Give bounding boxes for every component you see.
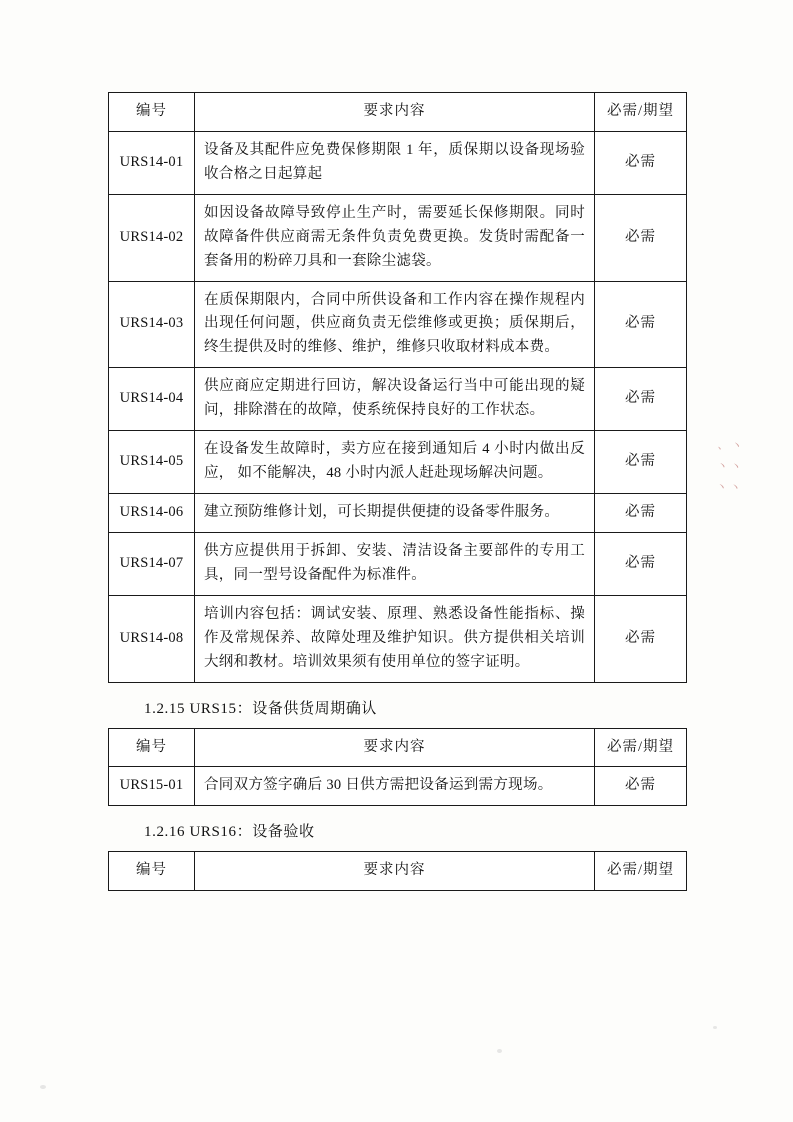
table-row (109, 281, 687, 368)
margin-handwriting-marks: 、 丶 丶 丶 丶 丶 (715, 439, 743, 495)
row-content: 建立预防维修计划，可长期提供便捷的设备零件服务。 (195, 493, 595, 532)
section-heading-urs15: 1.2.15 URS15：设备供货周期确认 (144, 700, 378, 717)
document-content (108, 92, 686, 891)
column-header-code: 编号 (109, 852, 195, 891)
urs15-requirements-table (108, 728, 687, 807)
table-row (109, 493, 687, 532)
column-header-code: 编号 (109, 728, 195, 767)
table-row (109, 595, 687, 682)
section-heading-urs16: 1.2.16 URS16：设备验收 (144, 824, 315, 841)
row-content: 在质保期限内，合同中所供设备和工作内容在操作规程内出现任何问题，供应商负责无偿维修或更换；质保期后，终生提供及时的维修、维护，维修只收取材料成本费。 (195, 281, 595, 368)
column-header-need: 必需/期望 (595, 728, 687, 767)
table-row (109, 194, 687, 281)
table-row (109, 131, 687, 194)
table-header-row (109, 93, 687, 132)
column-header-need: 必需/期望 (595, 852, 687, 891)
row-code: URS14-02 (109, 194, 195, 281)
row-code: URS14-01 (109, 131, 195, 194)
row-code: URS14-03 (109, 281, 195, 368)
scan-speck (40, 1085, 46, 1089)
row-code: URS15-01 (109, 767, 195, 806)
row-need: 必需 (595, 194, 687, 281)
row-need: 必需 (595, 532, 687, 595)
row-need: 必需 (595, 368, 687, 431)
row-code: URS14-05 (109, 431, 195, 494)
scan-speck (713, 1026, 717, 1029)
row-need: 必需 (595, 281, 687, 368)
row-content: 供方应提供用于拆卸、安装、清洁设备主要部件的专用工具，同一型号设备配件为标准件。 (195, 532, 595, 595)
column-header-code: 编号 (109, 93, 195, 132)
table-row (109, 368, 687, 431)
row-code: URS14-06 (109, 493, 195, 532)
row-content: 合同双方签字确后 30 日供方需把设备运到需方现场。 (195, 767, 595, 806)
table-header-row (109, 728, 687, 767)
column-header-content: 要求内容 (195, 93, 595, 132)
row-code: URS14-07 (109, 532, 195, 595)
row-content: 如因设备故障导致停止生产时，需要延长保修期限。同时故障备件供应商需无条件负责免费更换。发货时需配备一套备用的粉碎刀具和一套除尘滤袋。 (195, 194, 595, 281)
table-row (109, 431, 687, 494)
row-need: 必需 (595, 493, 687, 532)
column-header-need: 必需/期望 (595, 93, 687, 132)
scan-speck (497, 1049, 502, 1053)
table-row (109, 767, 687, 806)
row-need: 必需 (595, 595, 687, 682)
row-need: 必需 (595, 131, 687, 194)
column-header-content: 要求内容 (195, 852, 595, 891)
row-content: 在设备发生故障时，卖方应在接到通知后 4 小时内做出反应， 如不能解决，48 小时内派人赶赴现场解决问题。 (195, 431, 595, 494)
row-content: 供应商应定期进行回访，解决设备运行当中可能出现的疑问，排除潜在的故障，使系统保持良好的工作状态。 (195, 368, 595, 431)
urs16-requirements-table (108, 851, 687, 891)
row-content: 培训内容包括：调试安装、原理、熟悉设备性能指标、操作及常规保养、故障处理及维护知识。供方提供相关培训大纲和教材。培训效果须有使用单位的签字证明。 (195, 595, 595, 682)
row-content: 设备及其配件应免费保修期限 1 年，质保期以设备现场验收合格之日起算起 (195, 131, 595, 194)
row-code: URS14-08 (109, 595, 195, 682)
row-need: 必需 (595, 767, 687, 806)
table-row (109, 532, 687, 595)
table-header-row (109, 852, 687, 891)
urs14-requirements-table (108, 92, 687, 683)
row-need: 必需 (595, 431, 687, 494)
row-code: URS14-04 (109, 368, 195, 431)
column-header-content: 要求内容 (195, 728, 595, 767)
